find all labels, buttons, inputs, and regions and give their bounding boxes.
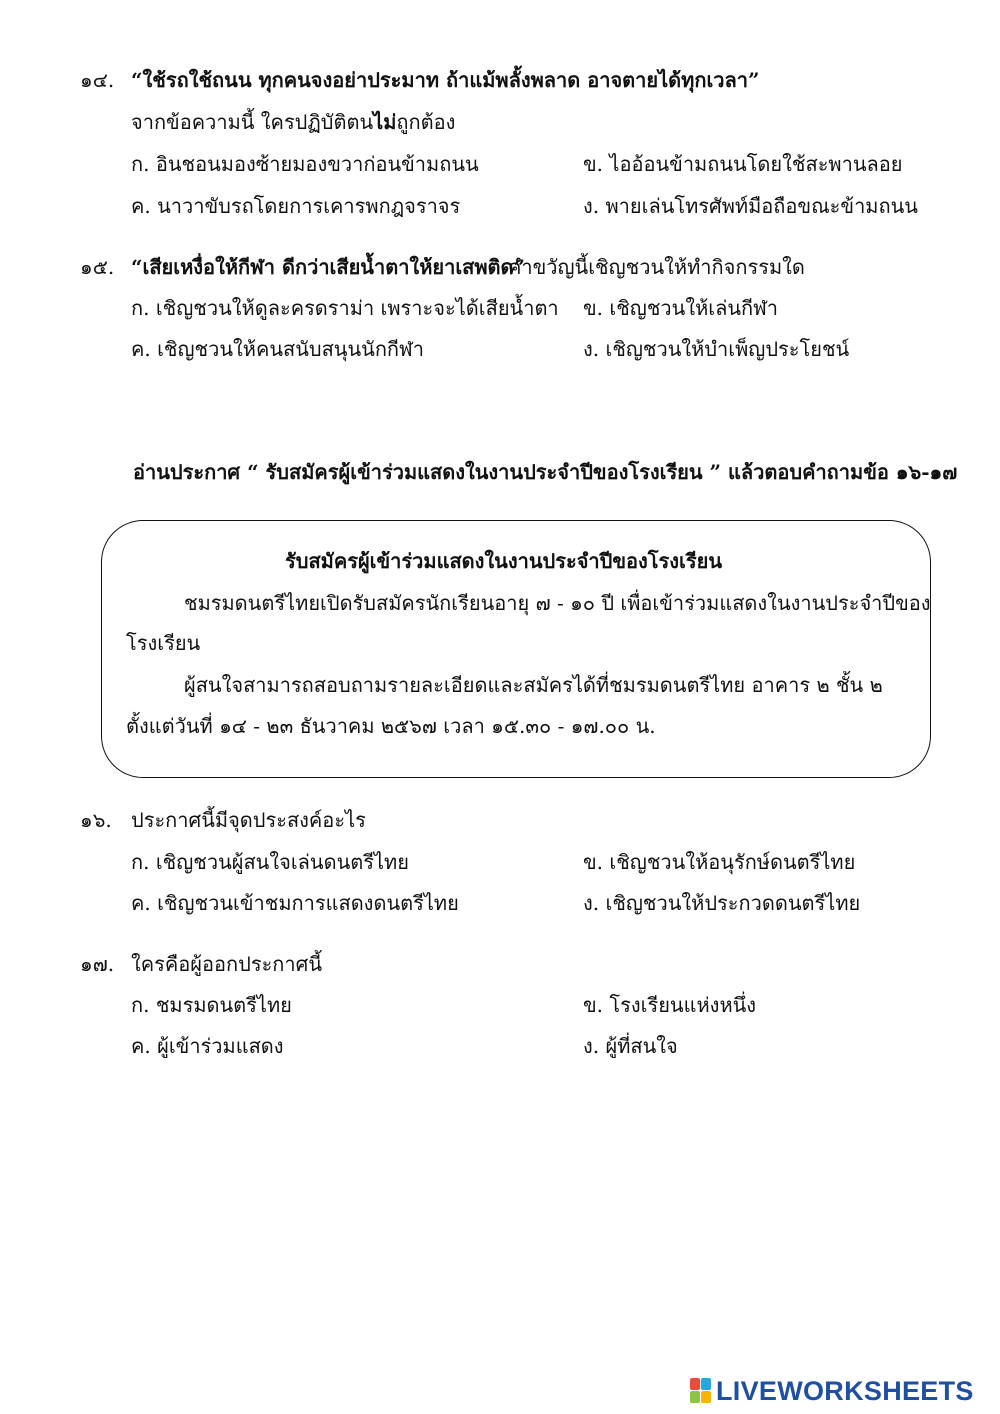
choice-a[interactable]: ก. เชิญชวนผู้สนใจเล่นดนตรีไทย <box>131 850 409 874</box>
logo-square <box>690 1378 700 1390</box>
choice-c[interactable]: ค. เชิญชวนเข้าชมการแสดงดนตรีไทย <box>131 891 459 915</box>
choice-b[interactable]: ข. เชิญชวนให้เล่นกีฬา <box>583 296 779 320</box>
reading-instruction: อ่านประกาศ “ รับสมัครผู้เข้าร่วมแสดงในงานประจำปีของโรงเรียน ” แล้วตอบคำถามข้อ ๑๖-๑๗ <box>133 460 958 484</box>
choice-c[interactable]: ค. ผู้เข้าร่วมแสดง <box>131 1034 284 1058</box>
question-prompt: คำขวัญนี้เชิญชวนให้ทำกิจกรรมใด <box>508 255 805 279</box>
question-number: ๑๔. <box>80 68 115 92</box>
notice-paragraph-2-continued: ตั้งแต่วันที่ ๑๔ - ๒๓ ธันวาคม ๒๕๖๗ เวลา ๑๕.๓๐ - ๑๗.๐๐ น. <box>126 714 656 738</box>
question-prompt: ใครคือผู้ออกประกาศนี้ <box>131 952 323 976</box>
question-prompt: ประกาศนี้มีจุดประสงค์อะไร <box>131 808 366 832</box>
notice-paragraph-2: ผู้สนใจสามารถสอบถามรายละเอียดและสมัครได้ที่ชมรมดนตรีไทย อาคาร ๒ ชั้น ๒ <box>184 673 883 697</box>
choice-b[interactable]: ข. ไออ้อนข้ามถนนโดยใช้สะพานลอย <box>583 152 903 176</box>
prompt-emphasis: ไม่ <box>373 110 397 134</box>
choice-d[interactable]: ง. เชิญชวนให้ประกวดดนตรีไทย <box>583 891 861 915</box>
question-number: ๑๖. <box>80 808 112 832</box>
choice-d[interactable]: ง. พายเล่นโทรศัพท์มือถือขณะข้ามถนน <box>583 194 918 218</box>
logo-square <box>701 1378 711 1390</box>
choice-b[interactable]: ข. เชิญชวนให้อนุรักษ์ดนตรีไทย <box>583 850 856 874</box>
logo-square <box>690 1391 700 1403</box>
choice-d[interactable]: ง. เชิญชวนให้บำเพ็ญประโยชน์ <box>583 337 850 361</box>
question-number: ๑๕. <box>80 255 115 279</box>
brand-text: LIVEWORKSHEETS <box>716 1375 974 1406</box>
question-quote: “ใช้รถใช้ถนน ทุกคนจงอย่าประมาท ถ้าแม้พลั้งพลาด อาจตายได้ทุกเวลา” <box>131 68 760 92</box>
prompt-text: จากข้อความนี้ ใครปฏิบัติตน <box>131 110 374 134</box>
choice-a[interactable]: ก. ชมรมดนตรีไทย <box>131 993 292 1017</box>
liveworksheets-brand <box>690 1374 974 1408</box>
notice-title: รับสมัครผู้เข้าร่วมแสดงในงานประจำปีของโรงเรียน <box>285 549 723 573</box>
question-number: ๑๗. <box>80 952 115 976</box>
choice-a[interactable]: ก. เชิญชวนให้ดูละครดราม่า เพราะจะได้เสียน้ำตา <box>131 296 559 320</box>
choice-c[interactable]: ค. เชิญชวนให้คนสนับสนุนนักกีฬา <box>131 337 424 361</box>
choice-b[interactable]: ข. โรงเรียนแห่งหนึ่ง <box>583 993 757 1017</box>
prompt-text-end: ถูกต้อง <box>396 110 456 134</box>
question-quote: “เสียเหงื่อให้กีฬา ดีกว่าเสียน้ำตาให้ยาเสพติด” <box>131 255 526 279</box>
choice-d[interactable]: ง. ผู้ที่สนใจ <box>583 1034 678 1058</box>
notice-paragraph-1-continued: โรงเรียน <box>126 631 201 655</box>
choice-c[interactable]: ค. นาวาขับรถโดยการเคารพกฎจราจร <box>131 194 461 218</box>
choice-a[interactable]: ก. อินชอนมองซ้ายมองขวาก่อนข้ามถนน <box>131 152 479 176</box>
liveworksheets-logo-icon <box>690 1378 712 1404</box>
question-prompt <box>131 108 455 136</box>
notice-paragraph-1: ชมรมดนตรีไทยเปิดรับสมัครนักเรียนอายุ ๗ - ๑๐ ปี เพื่อเข้าร่วมแสดงในงานประจำปีของ <box>184 591 931 615</box>
logo-square <box>701 1391 711 1403</box>
